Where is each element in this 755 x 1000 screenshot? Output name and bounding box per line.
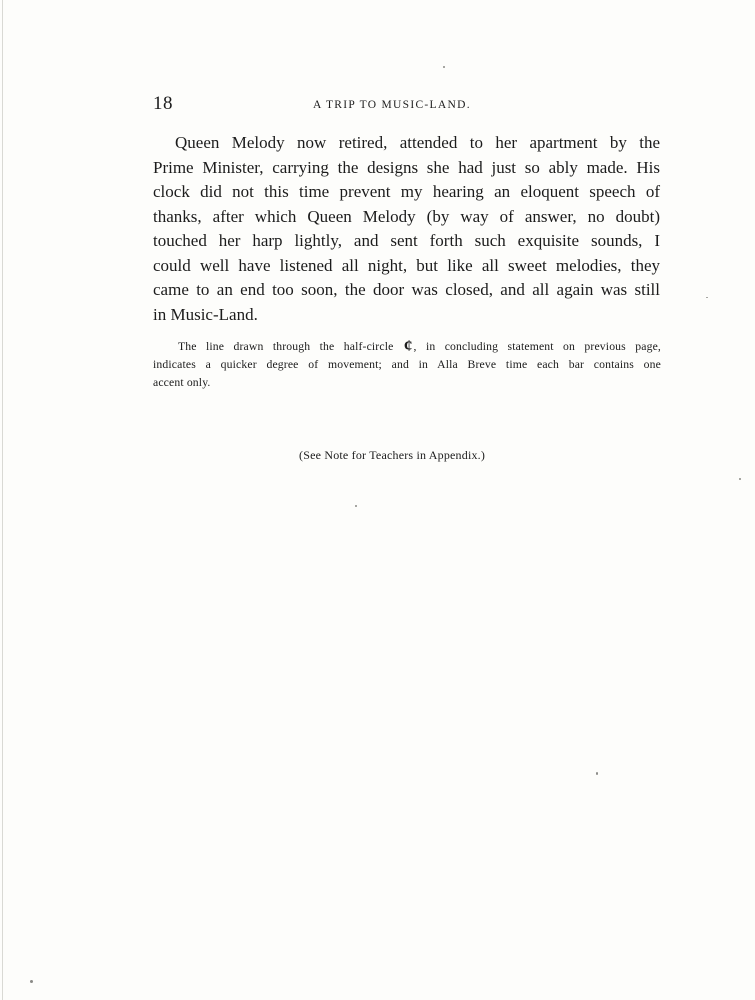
alla-breve-note (153, 338, 661, 392)
paper-speck (355, 505, 357, 507)
body-line: touched her harp lightly, and sent forth such exquisite sounds, I (153, 231, 660, 250)
page-edge-line (2, 0, 3, 1000)
note-text: , in concluding statement on previous page, (413, 340, 661, 353)
running-head: A TRIP TO MUSIC-LAND. (313, 99, 471, 111)
body-line: Queen Melody now retired, attended to her apartment by the (175, 133, 660, 152)
note-line: accent only. (153, 376, 211, 389)
note-line: indicates a quicker degree of movement; and in Alla Breve time each bar contains one (153, 358, 661, 371)
body-line: in Music-Land. (153, 304, 258, 324)
note-line (153, 338, 661, 356)
note-text: The line drawn through the half-circle (178, 340, 394, 353)
body-line: Prime Minister, carrying the designs she had just so ably made. His (153, 157, 660, 177)
paper-speck (443, 66, 445, 68)
body-line: could well have listened all night, but like all sweet melodies, they (153, 255, 660, 275)
teachers-note-reference: (See Note for Teachers in Appendix.) (299, 448, 486, 462)
body-paragraph (153, 131, 660, 327)
paper-speck (739, 478, 741, 480)
paper-speck (596, 772, 598, 775)
body-line: came to an end too soon, the door was closed, and all again was still (153, 280, 660, 299)
body-line: thanks, after which Queen Melody (by way of answer, no doubt) (153, 206, 660, 226)
alla-breve-icon: ¢ (403, 336, 413, 355)
paper-speck (706, 297, 708, 298)
paper-speck (30, 980, 33, 983)
body-line: clock did not this time prevent my hearing an eloquent speech of (153, 182, 660, 201)
page-number: 18 (153, 93, 173, 114)
